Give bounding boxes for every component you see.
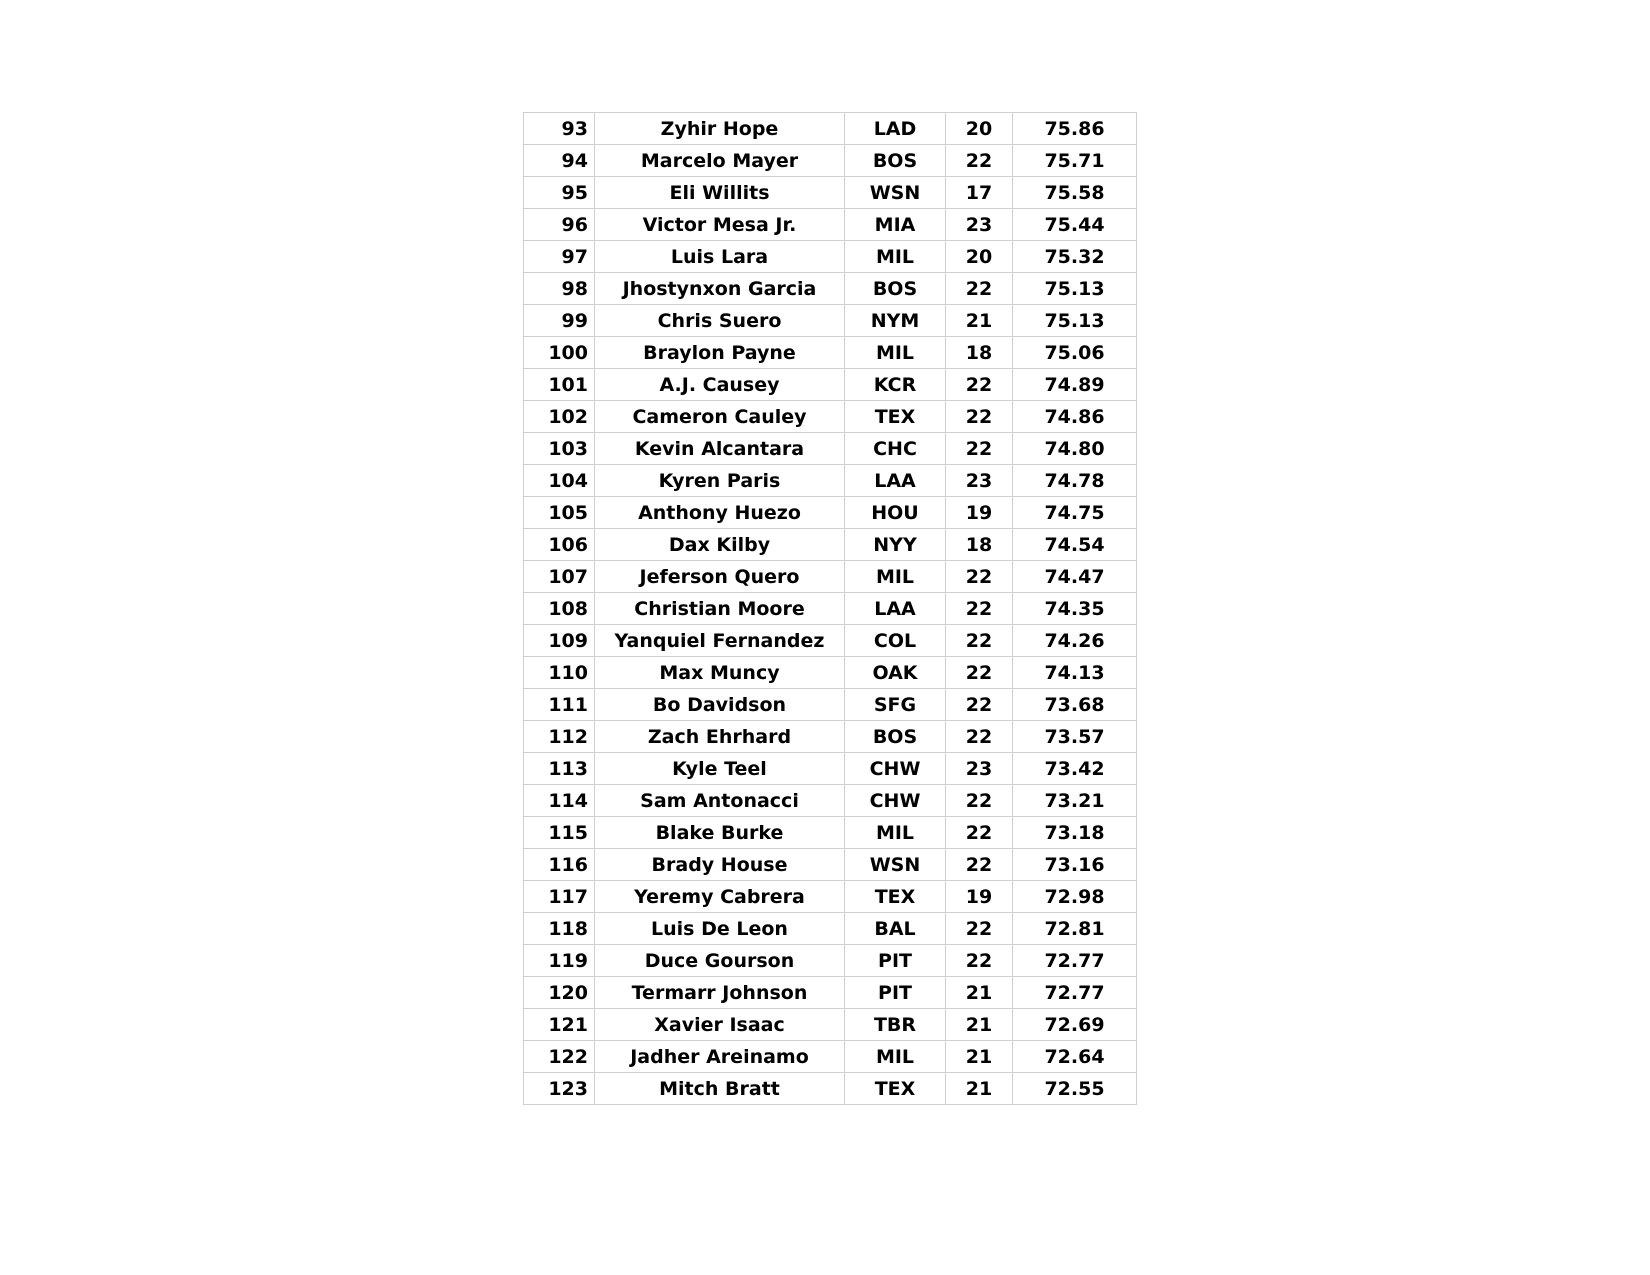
age-cell: 22 — [946, 689, 1013, 721]
team-cell: LAA — [845, 465, 946, 497]
rank-cell: 99 — [524, 305, 595, 337]
rank-cell: 118 — [524, 913, 595, 945]
table-row — [524, 593, 1137, 625]
rank-cell: 114 — [524, 785, 595, 817]
table-row — [524, 401, 1137, 433]
rank-cell: 98 — [524, 273, 595, 305]
player-name-cell: Xavier Isaac — [595, 1009, 845, 1041]
score-cell: 75.13 — [1013, 273, 1137, 305]
score-cell: 73.68 — [1013, 689, 1137, 721]
score-cell: 73.57 — [1013, 721, 1137, 753]
team-cell: WSN — [845, 177, 946, 209]
score-cell: 75.58 — [1013, 177, 1137, 209]
score-cell: 74.80 — [1013, 433, 1137, 465]
score-cell: 73.21 — [1013, 785, 1137, 817]
rank-cell: 109 — [524, 625, 595, 657]
rank-cell: 116 — [524, 849, 595, 881]
player-name-cell: Kevin Alcantara — [595, 433, 845, 465]
table-row — [524, 689, 1137, 721]
rank-cell: 94 — [524, 145, 595, 177]
player-name-cell: Jadher Areinamo — [595, 1041, 845, 1073]
team-cell: TEX — [845, 881, 946, 913]
team-cell: BAL — [845, 913, 946, 945]
table-row — [524, 1009, 1137, 1041]
rank-cell: 106 — [524, 529, 595, 561]
score-cell: 72.64 — [1013, 1041, 1137, 1073]
table-row — [524, 497, 1137, 529]
table-row — [524, 433, 1137, 465]
table-row — [524, 561, 1137, 593]
team-cell: MIL — [845, 817, 946, 849]
age-cell: 23 — [946, 753, 1013, 785]
score-cell: 74.89 — [1013, 369, 1137, 401]
table-row — [524, 209, 1137, 241]
age-cell: 23 — [946, 209, 1013, 241]
age-cell: 22 — [946, 785, 1013, 817]
age-cell: 22 — [946, 401, 1013, 433]
score-cell: 74.47 — [1013, 561, 1137, 593]
player-name-cell: Bo Davidson — [595, 689, 845, 721]
prospect-ranking-table — [523, 112, 1137, 1105]
score-cell: 74.78 — [1013, 465, 1137, 497]
age-cell: 21 — [946, 1073, 1013, 1105]
player-name-cell: Yeremy Cabrera — [595, 881, 845, 913]
table-row — [524, 369, 1137, 401]
rank-cell: 93 — [524, 113, 595, 145]
table-row — [524, 977, 1137, 1009]
team-cell: NYY — [845, 529, 946, 561]
rank-cell: 95 — [524, 177, 595, 209]
team-cell: LAA — [845, 593, 946, 625]
team-cell: PIT — [845, 945, 946, 977]
player-name-cell: Marcelo Mayer — [595, 145, 845, 177]
table-row — [524, 145, 1137, 177]
rank-cell: 115 — [524, 817, 595, 849]
age-cell: 22 — [946, 849, 1013, 881]
rank-cell: 112 — [524, 721, 595, 753]
team-cell: TEX — [845, 401, 946, 433]
team-cell: BOS — [845, 273, 946, 305]
player-name-cell: Jeferson Quero — [595, 561, 845, 593]
score-cell: 74.86 — [1013, 401, 1137, 433]
table-row — [524, 177, 1137, 209]
age-cell: 19 — [946, 881, 1013, 913]
table-row — [524, 881, 1137, 913]
player-name-cell: Blake Burke — [595, 817, 845, 849]
rank-cell: 120 — [524, 977, 595, 1009]
age-cell: 22 — [946, 433, 1013, 465]
player-name-cell: Kyle Teel — [595, 753, 845, 785]
rank-cell: 119 — [524, 945, 595, 977]
team-cell: SFG — [845, 689, 946, 721]
player-name-cell: Mitch Bratt — [595, 1073, 845, 1105]
table-row — [524, 529, 1137, 561]
table-row — [524, 1073, 1137, 1105]
table-row — [524, 657, 1137, 689]
team-cell: BOS — [845, 721, 946, 753]
score-cell: 74.13 — [1013, 657, 1137, 689]
player-name-cell: Luis De Leon — [595, 913, 845, 945]
age-cell: 22 — [946, 561, 1013, 593]
team-cell: HOU — [845, 497, 946, 529]
player-name-cell: Jhostynxon Garcia — [595, 273, 845, 305]
age-cell: 22 — [946, 945, 1013, 977]
player-name-cell: Yanquiel Fernandez — [595, 625, 845, 657]
age-cell: 21 — [946, 1041, 1013, 1073]
team-cell: CHW — [845, 785, 946, 817]
rank-cell: 101 — [524, 369, 595, 401]
player-name-cell: Sam Antonacci — [595, 785, 845, 817]
player-name-cell: Eli Willits — [595, 177, 845, 209]
table-row — [524, 241, 1137, 273]
rank-cell: 97 — [524, 241, 595, 273]
score-cell: 72.81 — [1013, 913, 1137, 945]
team-cell: MIL — [845, 241, 946, 273]
age-cell: 21 — [946, 977, 1013, 1009]
age-cell: 17 — [946, 177, 1013, 209]
player-name-cell: Brady House — [595, 849, 845, 881]
table-row — [524, 753, 1137, 785]
score-cell: 73.18 — [1013, 817, 1137, 849]
team-cell: COL — [845, 625, 946, 657]
score-cell: 72.69 — [1013, 1009, 1137, 1041]
rank-cell: 102 — [524, 401, 595, 433]
age-cell: 18 — [946, 337, 1013, 369]
score-cell: 73.16 — [1013, 849, 1137, 881]
score-cell: 74.75 — [1013, 497, 1137, 529]
team-cell: CHC — [845, 433, 946, 465]
player-name-cell: Luis Lara — [595, 241, 845, 273]
score-cell: 74.35 — [1013, 593, 1137, 625]
age-cell: 21 — [946, 1009, 1013, 1041]
age-cell: 22 — [946, 625, 1013, 657]
player-name-cell: Duce Gourson — [595, 945, 845, 977]
age-cell: 21 — [946, 305, 1013, 337]
player-name-cell: Cameron Cauley — [595, 401, 845, 433]
player-name-cell: Termarr Johnson — [595, 977, 845, 1009]
rank-cell: 123 — [524, 1073, 595, 1105]
player-name-cell: Kyren Paris — [595, 465, 845, 497]
table-row — [524, 817, 1137, 849]
team-cell: MIL — [845, 1041, 946, 1073]
table-row — [524, 913, 1137, 945]
player-name-cell: Chris Suero — [595, 305, 845, 337]
table-row — [524, 625, 1137, 657]
rank-cell: 100 — [524, 337, 595, 369]
table-row — [524, 465, 1137, 497]
rank-cell: 110 — [524, 657, 595, 689]
table-row — [524, 945, 1137, 977]
age-cell: 20 — [946, 241, 1013, 273]
player-name-cell: A.J. Causey — [595, 369, 845, 401]
team-cell: BOS — [845, 145, 946, 177]
team-cell: CHW — [845, 753, 946, 785]
team-cell: PIT — [845, 977, 946, 1009]
rank-cell: 107 — [524, 561, 595, 593]
score-cell: 72.98 — [1013, 881, 1137, 913]
score-cell: 73.42 — [1013, 753, 1137, 785]
player-name-cell: Anthony Huezo — [595, 497, 845, 529]
age-cell: 18 — [946, 529, 1013, 561]
player-name-cell: Zach Ehrhard — [595, 721, 845, 753]
score-cell: 75.13 — [1013, 305, 1137, 337]
table-row — [524, 785, 1137, 817]
rank-cell: 104 — [524, 465, 595, 497]
score-cell: 72.55 — [1013, 1073, 1137, 1105]
age-cell: 20 — [946, 113, 1013, 145]
team-cell: NYM — [845, 305, 946, 337]
team-cell: LAD — [845, 113, 946, 145]
table-row — [524, 1041, 1137, 1073]
player-name-cell: Braylon Payne — [595, 337, 845, 369]
team-cell: KCR — [845, 369, 946, 401]
player-name-cell: Christian Moore — [595, 593, 845, 625]
rank-cell: 105 — [524, 497, 595, 529]
score-cell: 75.32 — [1013, 241, 1137, 273]
team-cell: TEX — [845, 1073, 946, 1105]
score-cell: 74.54 — [1013, 529, 1137, 561]
team-cell: WSN — [845, 849, 946, 881]
player-name-cell: Zyhir Hope — [595, 113, 845, 145]
score-cell: 75.71 — [1013, 145, 1137, 177]
table-row — [524, 721, 1137, 753]
rank-cell: 121 — [524, 1009, 595, 1041]
score-cell: 74.26 — [1013, 625, 1137, 657]
rank-cell: 113 — [524, 753, 595, 785]
rank-cell: 111 — [524, 689, 595, 721]
table-row — [524, 337, 1137, 369]
player-name-cell: Max Muncy — [595, 657, 845, 689]
age-cell: 22 — [946, 593, 1013, 625]
table-row — [524, 113, 1137, 145]
team-cell: MIL — [845, 561, 946, 593]
age-cell: 19 — [946, 497, 1013, 529]
table-row — [524, 849, 1137, 881]
age-cell: 22 — [946, 913, 1013, 945]
age-cell: 22 — [946, 657, 1013, 689]
age-cell: 23 — [946, 465, 1013, 497]
table-row — [524, 273, 1137, 305]
team-cell: MIL — [845, 337, 946, 369]
age-cell: 22 — [946, 369, 1013, 401]
player-name-cell: Dax Kilby — [595, 529, 845, 561]
team-cell: MIA — [845, 209, 946, 241]
rank-cell: 117 — [524, 881, 595, 913]
team-cell: OAK — [845, 657, 946, 689]
score-cell: 75.86 — [1013, 113, 1137, 145]
age-cell: 22 — [946, 721, 1013, 753]
table-body — [524, 113, 1137, 1105]
age-cell: 22 — [946, 817, 1013, 849]
score-cell: 72.77 — [1013, 977, 1137, 1009]
table-row — [524, 305, 1137, 337]
rank-cell: 103 — [524, 433, 595, 465]
rank-cell: 96 — [524, 209, 595, 241]
team-cell: TBR — [845, 1009, 946, 1041]
score-cell: 75.06 — [1013, 337, 1137, 369]
player-name-cell: Victor Mesa Jr. — [595, 209, 845, 241]
age-cell: 22 — [946, 273, 1013, 305]
score-cell: 72.77 — [1013, 945, 1137, 977]
rank-cell: 108 — [524, 593, 595, 625]
rank-cell: 122 — [524, 1041, 595, 1073]
score-cell: 75.44 — [1013, 209, 1137, 241]
age-cell: 22 — [946, 145, 1013, 177]
